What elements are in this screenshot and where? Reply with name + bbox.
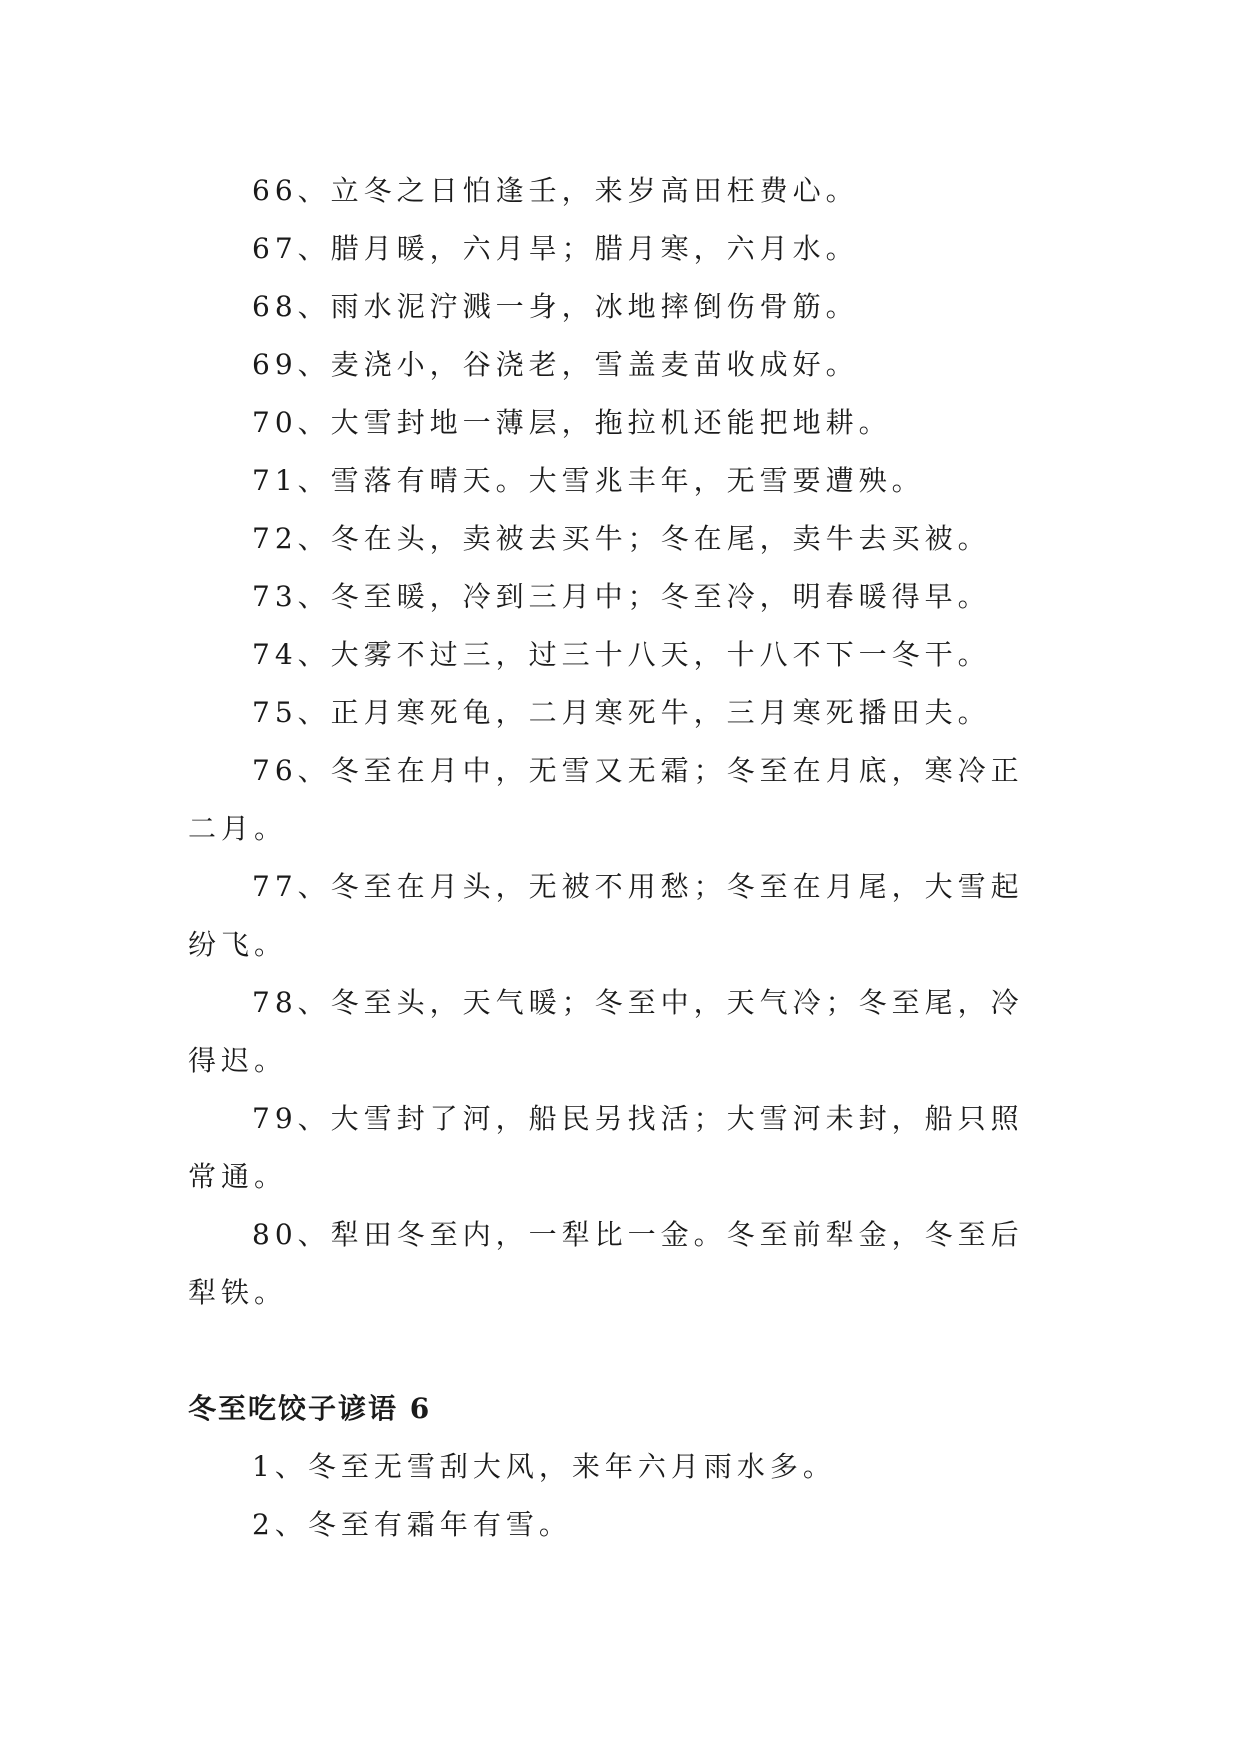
proverb-item: 67、腊月暖，六月旱；腊月寒，六月水。 <box>252 232 859 265</box>
proverb-item: 2、冬至有霜年有雪。 <box>252 1508 572 1541</box>
proverb-item: 70、大雪封地一薄层，拖拉机还能把地耕。 <box>252 406 892 439</box>
proverb-item: 73、冬至暖，冷到三月中；冬至冷，明春暖得早。 <box>252 580 991 613</box>
proverb-item: 72、冬在头，卖被去买牛；冬在尾，卖牛去买被。 <box>252 522 991 555</box>
proverb-item: 76、冬至在月中，无雪又无霜；冬至在月底，寒冷正二月。 <box>188 754 1024 845</box>
document-body <box>188 162 1050 1554</box>
proverb-item: 79、大雪封了河，船民另找活；大雪河未封，船只照常通。 <box>188 1102 1024 1193</box>
proverb-item: 77、冬至在月头，无被不用愁；冬至在月尾，大雪起纷飞。 <box>188 870 1024 961</box>
proverb-section-6 <box>188 1380 1050 1554</box>
proverb-item: 66、立冬之日怕逢壬，来岁高田枉费心。 <box>252 174 859 207</box>
section-heading: 冬至吃饺子谚语 6 <box>188 1392 432 1425</box>
proverb-item: 75、正月寒死龟，二月寒死牛，三月寒死播田夫。 <box>252 696 991 729</box>
proverb-item: 74、大雾不过三，过三十八天，十八不下一冬干。 <box>252 638 991 671</box>
proverb-item: 69、麦浇小，谷浇老，雪盖麦苗收成好。 <box>252 348 859 381</box>
proverb-item: 78、冬至头，天气暖；冬至中，天气冷；冬至尾，冷得迟。 <box>188 986 1024 1077</box>
proverb-item: 71、雪落有晴天。大雪兆丰年，无雪要遭殃。 <box>252 464 925 497</box>
proverb-item: 80、犁田冬至内，一犁比一金。冬至前犁金，冬至后犁铁。 <box>188 1218 1024 1309</box>
proverb-item: 1、冬至无雪刮大风，来年六月雨水多。 <box>252 1450 836 1483</box>
proverb-list-1 <box>188 162 1050 1322</box>
proverb-item: 68、雨水泥泞溅一身，冰地摔倒伤骨筋。 <box>252 290 859 323</box>
